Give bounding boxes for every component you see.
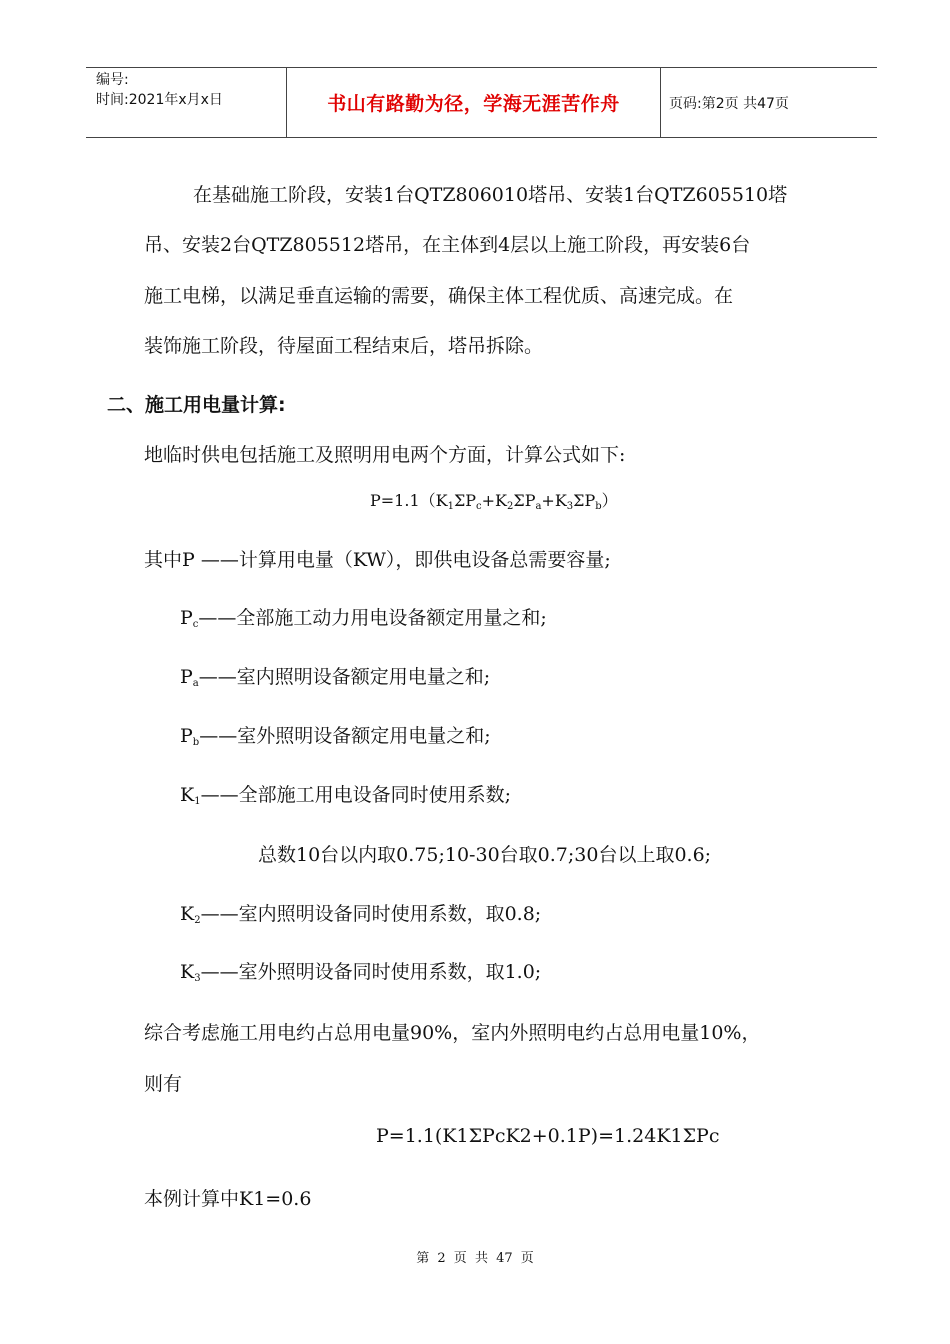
def-k1-text: ——全部施工用电设备同时使用系数; [200, 784, 511, 806]
motto: 书山有路勤为径，学海无涯苦作舟 [287, 68, 661, 137]
def-k2-sub: 2 [194, 915, 201, 926]
def-k2 [180, 899, 541, 926]
para1-line3: 施工电梯，以满足垂直运输的需要，确保主体工程优质、高速完成。在 [144, 285, 734, 307]
def-k2-symbol: K [180, 903, 195, 925]
code-label: 编号: [96, 72, 129, 88]
formula-1-k1-sub: 1 [447, 501, 454, 512]
def-pc-text: ——全部施工动力用电设备额定用量之和; [198, 607, 547, 629]
def-k1-symbol: K [180, 784, 195, 806]
formula-1-k2-sub: 2 [507, 501, 514, 512]
def-pb-sub: b [192, 737, 200, 748]
def-pa [180, 662, 490, 689]
header-left-cell [86, 68, 287, 137]
footer-p4: 页 [520, 1251, 534, 1266]
time-label: 时间:2021年x月x日 [96, 92, 223, 108]
header-table [86, 67, 877, 138]
def-k3-symbol: K [180, 961, 195, 983]
para1-line2: 吊、安装2台QTZ805512塔吊，在主体到4层以上施工阶段，再安装6台 [144, 234, 751, 256]
def-pb-symbol: P [180, 725, 193, 747]
def-k3-sub: 3 [194, 973, 201, 984]
footer-p3: 共 [474, 1251, 488, 1266]
summary-line2: 则有 [144, 1073, 183, 1095]
footer-page-number: 2 [437, 1251, 446, 1266]
formula-1-sum3: ΣP [573, 491, 596, 510]
where-line: 其中P ——计算用电量（KW），即供电设备总需要容量; [144, 549, 611, 571]
intro-line: 地临时供电包括施工及照明用电两个方面，计算公式如下: [144, 444, 626, 466]
formula-1-b-sub: b [595, 501, 602, 512]
summary-line1: 综合考虑施工用电约占总用电量90%，室内外照明电约占总用电量10%， [144, 1022, 761, 1044]
def-pb-text: ——室外照明设备额定用电量之和; [199, 725, 491, 747]
formula-1-plus2: +K [541, 491, 567, 510]
page-info: 页码:第2页 共47页 [669, 95, 789, 112]
para1-line1: 在基础施工阶段，安装1台QTZ806010塔吊、安装1台QTZ605510塔 [193, 184, 788, 206]
formula-1-sum1: ΣP [453, 491, 477, 510]
formula-2: P=1.1(K1ΣPcK2+0.1P)=1.24K1ΣPc [376, 1125, 720, 1147]
def-pa-symbol: P [180, 666, 193, 688]
def-pb [180, 721, 491, 748]
def-k1-values: 总数10台以内取0.75;10-30台取0.7;30台以上取0.6; [258, 844, 712, 866]
formula-1-prefix: P=1.1（K [370, 491, 448, 510]
def-pa-text: ——室内照明设备额定用电量之和; [198, 666, 491, 688]
footer-p2: 页 [453, 1251, 467, 1266]
example-line: 本例计算中K1=0.6 [144, 1188, 312, 1210]
formula-1-k3-sub: 3 [566, 501, 574, 512]
formula-1-plus1: +K [481, 491, 507, 510]
def-k2-text: ——室内照明设备同时使用系数，取0.8; [200, 903, 542, 925]
def-pc-sub: c [192, 619, 199, 630]
formula-1 [370, 488, 618, 512]
page-footer [0, 1247, 950, 1266]
formula-1-c-sub: c [476, 501, 482, 512]
def-pc-symbol: P [180, 607, 193, 629]
def-pa-sub: a [192, 678, 199, 689]
formula-1-suffix: ） [601, 491, 618, 510]
def-k3-text: ——室外照明设备同时使用系数，取1.0; [200, 961, 542, 983]
para1-line4: 装饰施工阶段，待屋面工程结束后，塔吊拆除。 [144, 335, 544, 357]
def-k1 [180, 780, 511, 807]
formula-1-sum2: ΣP [513, 491, 536, 510]
def-k3 [180, 957, 541, 984]
section-title: 二、施工用电量计算: [107, 394, 286, 416]
footer-p1: 第 [416, 1251, 430, 1266]
def-pc [180, 603, 547, 630]
footer-total-pages: 47 [496, 1251, 513, 1266]
formula-1-a-sub: a [535, 501, 542, 512]
def-k1-sub: 1 [194, 796, 201, 807]
